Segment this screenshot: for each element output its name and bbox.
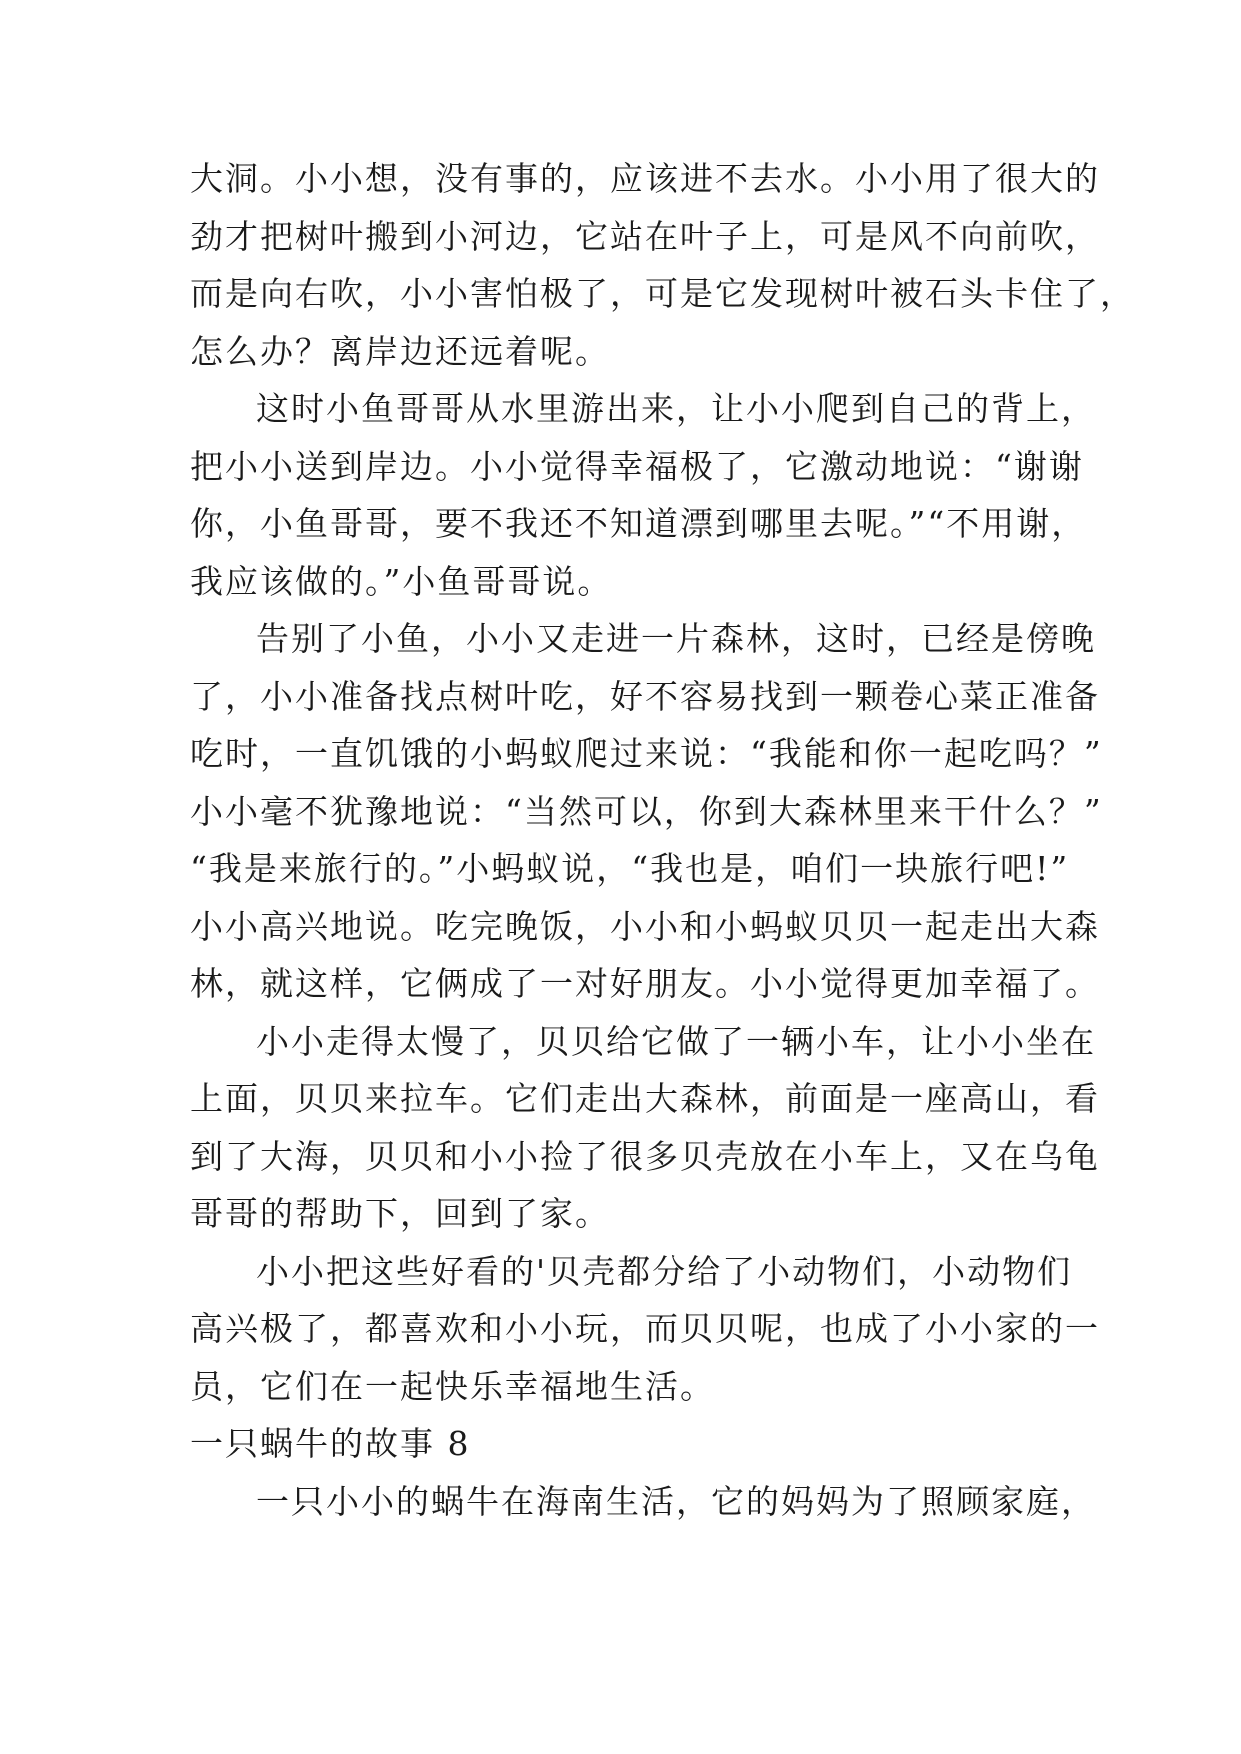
text-line: “我是来旅行的。”小蚂蚁说，“我也是，咱们一块旅行吧!” — [190, 849, 1070, 888]
text-line: 我应该做的。”小鱼哥哥说。 — [190, 561, 613, 601]
paragraph-start-line: 告别了小鱼，小小又走进一片森林，这时，已经是傍晚 — [256, 619, 1096, 658]
paragraph-start-line: 小小走得太慢了，贝贝给它做了一辆小车，让小小坐在 — [256, 1021, 1096, 1061]
text-line: 小小高兴地说。吃完晚饭，小小和小蚂蚁贝贝一起走出大森 — [190, 906, 1100, 946]
section-heading: 一只蜗牛的故事 8 — [190, 1424, 471, 1463]
text-line: 把小小送到岸边。小小觉得幸福极了，它激动地说：“谢谢 — [190, 446, 1084, 486]
text-line: 哥哥的帮助下，回到了家。 — [190, 1194, 610, 1233]
text-line: 怎么办？离岸边还远着呢。 — [190, 331, 610, 371]
text-line: 你，小鱼哥哥，要不我还不知道漂到哪里去呢。”“不用谢， — [190, 504, 1087, 543]
text-line: 到了大海，贝贝和小小捡了很多贝壳放在小车上，又在乌龟 — [190, 1136, 1100, 1176]
text-line: 上面，贝贝来拉车。它们走出大森林，前面是一座高山，看 — [190, 1079, 1100, 1118]
paragraph-start-line: 这时小鱼哥哥从水里游出来，让小小爬到自己的背上， — [256, 389, 1096, 428]
document-page — [190, 150, 1135, 1530]
text-line: 高兴极了，都喜欢和小小玩，而贝贝呢，也成了小小家的一 — [190, 1309, 1100, 1348]
text-line: 大洞。小小想，没有事的，应该进不去水。小小用了很大的 — [190, 159, 1100, 198]
paragraph-start-line: 小小把这些好看的'贝壳都分给了小动物们，小动物们 — [256, 1251, 1073, 1291]
text-line: 小小毫不犹豫地说：“当然可以，你到大森林里来干什么？” — [190, 791, 1103, 831]
paragraph-start-line: 一只小小的蜗牛在海南生活，它的妈妈为了照顾家庭， — [256, 1481, 1096, 1521]
text-line: 而是向右吹，小小害怕极了，可是它发现树叶被石头卡住了， — [190, 274, 1135, 313]
text-line: 吃时，一直饥饿的小蚂蚁爬过来说：“我能和你一起吃吗？” — [190, 734, 1103, 773]
text-line: 劲才把树叶搬到小河边，它站在叶子上，可是风不向前吹， — [190, 216, 1100, 256]
text-line: 员，它们在一起快乐幸福地生活。 — [190, 1366, 715, 1406]
text-line: 了，小小准备找点树叶吃，好不容易找到一颗卷心菜正准备 — [190, 676, 1100, 716]
text-line: 林，就这样，它俩成了一对好朋友。小小觉得更加幸福了。 — [190, 964, 1100, 1003]
